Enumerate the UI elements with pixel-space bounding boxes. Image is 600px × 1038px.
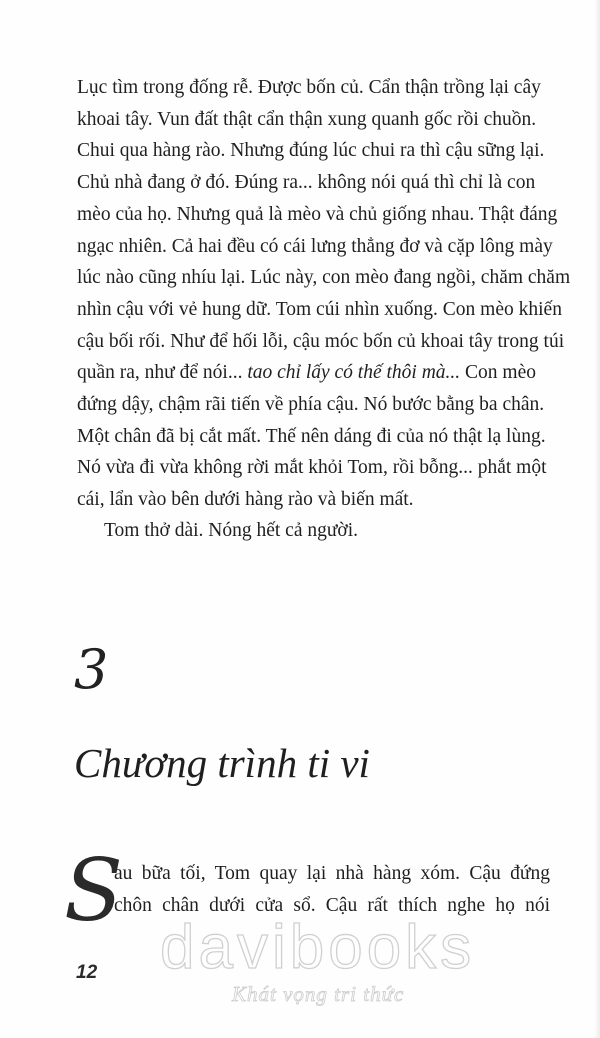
text-line: Chui qua hàng rào. Nhưng đúng lúc chui ra thì cậu sững lại. — [77, 140, 545, 162]
italic-quote: tao chỉ lấy có thế thôi mà... — [247, 362, 461, 384]
drop-cap: S — [64, 841, 123, 941]
text-line: Tom thở dài. Nóng hết cả người. — [104, 520, 359, 541]
text-segment: Con mèo — [460, 362, 537, 384]
text-line: Chủ nhà đang ở đó. Đúng ra... không nói quá thì chỉ là con — [77, 172, 536, 194]
watermark-slogan: Khát vọng tri thức — [232, 982, 405, 1006]
text-line: cậu bối rối. Như để hối lỗi, cậu móc bốn củ khoai tây trong túi — [77, 330, 565, 352]
text-line: lúc nào cũng nhíu lại. Lúc này, con mèo đang ngồi, chăm chăm — [77, 267, 571, 289]
text-line: ngạc nhiên. Cả hai đều có cái lưng thẳng đơ và cặp lông mày — [77, 235, 553, 257]
page-edge-shadow — [594, 0, 600, 1038]
text-line: đứng dậy, chậm rãi tiến về phía cậu. Nó bước bằng ba chân. — [77, 394, 545, 416]
text-segment: quần ra, như để nói... — [77, 362, 248, 384]
chapter-number: 3 — [74, 638, 109, 701]
text-line-mixed — [77, 357, 547, 389]
paragraph-2 — [77, 515, 547, 547]
text-line: Lục tìm trong đống rễ. Được bốn củ. Cẩn thận trồng lại cây — [77, 77, 541, 98]
text-line: nhìn cậu với vẻ hung dữ. Tom cúi nhìn xuống. Con mèo khiến — [77, 298, 562, 320]
text-line: khoai tây. Vun đất thật cẩn thận xung quanh gốc rồi chuồn. — [77, 108, 537, 130]
chapter-title: Chương trình ti vi — [74, 740, 370, 786]
page-number: 12 — [76, 962, 98, 983]
text-line: cái, lẩn vào bên dưới hàng rào và biến mất. — [77, 489, 414, 511]
text-line: Một chân đã bị cắt mất. Thế nên dáng đi của nó thật lạ lùng. — [77, 425, 546, 447]
paragraph-1 — [77, 72, 571, 516]
text-line: mèo của họ. Nhưng quả là mèo và chủ giống nhau. Thật đáng — [77, 203, 558, 225]
watermark-brand: davibooks — [160, 913, 476, 982]
text-line: Nó vừa đi vừa không rời mắt khỏi Tom, rồi bỗng... phắt một — [77, 457, 547, 479]
text-line: au bữa tối, Tom quay lại nhà hàng xóm. Cậu đứng — [114, 863, 550, 884]
text-line: chôn chân dưới cửa sổ. Cậu rất thích nghe họ nói — [114, 894, 550, 916]
